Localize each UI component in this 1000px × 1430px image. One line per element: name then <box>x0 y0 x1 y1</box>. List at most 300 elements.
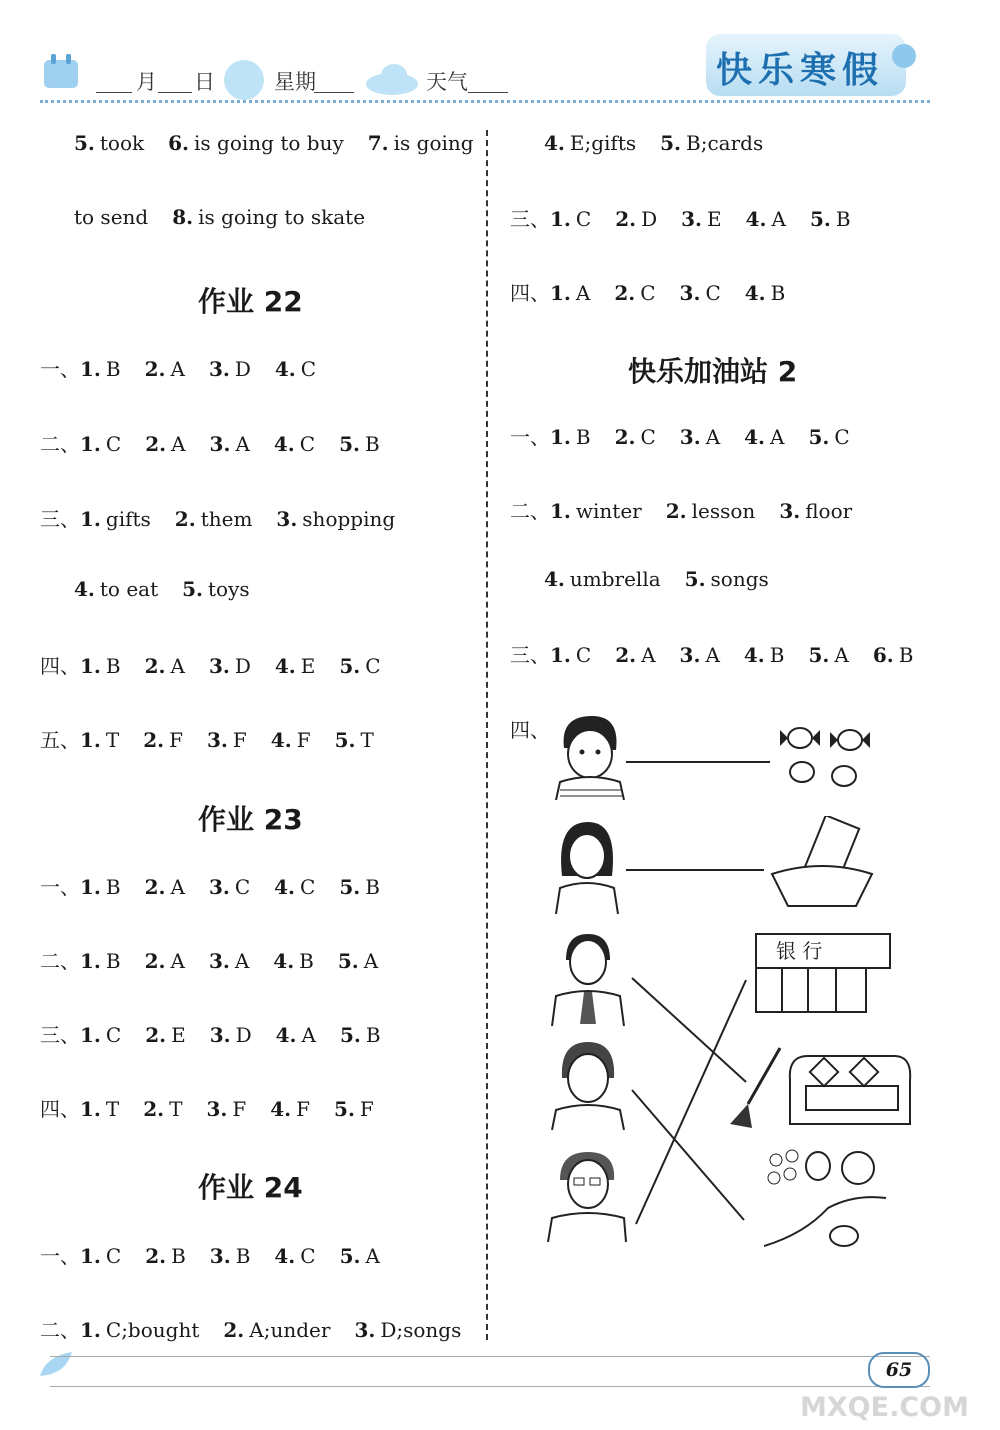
item-answer: A <box>834 643 849 667</box>
answer-item <box>206 1097 246 1121</box>
item-answer: T <box>169 1097 183 1121</box>
item-answer: C <box>300 1244 316 1268</box>
item-number: 3. <box>208 357 230 381</box>
answer-item <box>550 499 642 523</box>
boy-picture <box>550 708 630 800</box>
item-answer: B <box>364 432 380 456</box>
answer-line <box>40 353 316 382</box>
answer-item <box>80 1244 121 1268</box>
item-number: 3. <box>681 207 703 231</box>
item-number: 1. <box>80 432 101 456</box>
item-number: 1. <box>80 507 101 531</box>
answer-line <box>510 277 785 306</box>
item-answer: T <box>360 728 374 752</box>
answer-item <box>779 499 852 523</box>
answer-item <box>745 281 786 305</box>
weather-label: 天气 <box>426 70 468 94</box>
answer-item <box>810 207 851 231</box>
answer-line <box>544 567 769 591</box>
section-label: 二、 <box>40 432 80 456</box>
item-number: 4. <box>544 131 565 155</box>
item-answer: C <box>640 425 656 449</box>
item-answer: A <box>365 1244 380 1268</box>
answer-item <box>145 357 185 381</box>
washboard-picture <box>770 816 874 912</box>
item-number: 2. <box>174 507 196 531</box>
item-number: 3. <box>679 281 701 305</box>
item-number: 5. <box>808 643 830 667</box>
item-answer: A <box>641 643 656 667</box>
section-label: 二、 <box>510 499 550 523</box>
item-number: 5. <box>334 1097 355 1121</box>
item-number: 6. <box>168 131 190 155</box>
item-number: 1. <box>550 643 571 667</box>
section-label: 四、 <box>40 654 80 678</box>
section-label: 四、 <box>510 281 550 305</box>
item-answer: E <box>300 654 316 678</box>
answer-item <box>145 654 185 678</box>
answer-line <box>40 1314 461 1343</box>
answer-line <box>40 1019 381 1048</box>
item-number: 1. <box>80 357 101 381</box>
answer-item <box>550 643 591 667</box>
item-number: 5. <box>339 432 360 456</box>
item-answer: D <box>234 357 251 381</box>
answer-item <box>550 281 590 305</box>
item-number: 4. <box>270 1097 292 1121</box>
item-answer: songs <box>710 567 769 591</box>
item-number: 4. <box>273 949 295 973</box>
match-line <box>626 760 772 764</box>
section-label: 二、 <box>40 949 80 973</box>
leaf-icon <box>38 1350 74 1380</box>
item-answer: D <box>641 207 658 231</box>
item-number: 5. <box>684 567 706 591</box>
item-number: 8. <box>172 205 194 229</box>
item-number: 3. <box>209 1023 231 1047</box>
item-answer: F <box>359 1097 374 1121</box>
item-answer: C <box>575 643 592 667</box>
item-number: 1. <box>80 1097 101 1121</box>
footer-rule-bottom <box>50 1386 930 1387</box>
answer-item <box>172 205 365 229</box>
item-answer: D <box>235 1023 252 1047</box>
station-title: 快乐加油站 2 <box>628 355 798 388</box>
item-number: 2. <box>144 875 166 899</box>
item-answer: F <box>232 1097 247 1121</box>
answer-item <box>614 281 655 305</box>
answer-line <box>40 1093 374 1122</box>
answer-item <box>168 131 344 155</box>
item-answer: B <box>835 207 851 231</box>
answer-line <box>40 724 374 753</box>
item-answer: C <box>575 207 592 231</box>
answer-item <box>550 425 591 449</box>
answer-item <box>209 875 250 899</box>
day-label: 日 <box>194 70 215 94</box>
answer-item <box>80 728 119 752</box>
item-number: 2. <box>145 432 167 456</box>
grandmother-picture <box>550 1038 626 1130</box>
answer-item <box>275 654 316 678</box>
watermark-text: MXQE.COM <box>800 1392 969 1423</box>
answer-item <box>143 1097 182 1121</box>
answer-item <box>340 1023 381 1047</box>
item-number: 2. <box>143 1097 165 1121</box>
answer-item <box>210 1023 252 1047</box>
homework-23-title: 作业 23 <box>198 803 303 836</box>
answer-item <box>274 1244 315 1268</box>
item-number: 4. <box>745 207 767 231</box>
answer-item <box>143 728 183 752</box>
item-number: 4. <box>274 357 296 381</box>
item-answer: F <box>296 1097 311 1121</box>
answer-line <box>40 503 395 532</box>
answer-item <box>145 949 185 973</box>
item-answer: F <box>232 728 247 752</box>
month-label: 月 <box>136 70 157 94</box>
item-answer: A;under <box>249 1318 331 1342</box>
item-answer: D;songs <box>380 1318 462 1342</box>
answer-item <box>340 1244 380 1268</box>
item-number: 3. <box>208 654 230 678</box>
item-answer: toys <box>208 577 250 601</box>
item-answer: B <box>299 949 314 973</box>
answer-item <box>276 507 395 531</box>
item-answer: C <box>234 875 251 899</box>
item-number: 2. <box>223 1318 245 1342</box>
answer-item <box>182 577 250 601</box>
item-answer: them <box>200 507 253 531</box>
item-number: 4. <box>273 432 295 456</box>
answer-item <box>145 1244 186 1268</box>
item-answer: B <box>365 875 380 899</box>
answer-item <box>80 875 121 899</box>
homework-22-title: 作业 22 <box>198 285 303 318</box>
answer-item <box>74 577 158 601</box>
item-answer: took <box>99 131 145 155</box>
item-answer: B <box>898 643 914 667</box>
item-number: 2. <box>143 728 165 752</box>
answer-item <box>80 507 151 531</box>
calendar-icon <box>42 52 82 92</box>
dumplings-picture <box>764 1142 888 1248</box>
item-answer: C <box>105 432 122 456</box>
answer-continuation: to send <box>74 205 149 229</box>
item-number: 5. <box>182 577 204 601</box>
answer-item <box>80 949 121 973</box>
item-number: 5. <box>339 875 361 899</box>
item-answer: A <box>171 432 186 456</box>
answer-item <box>615 207 657 231</box>
item-answer: C <box>640 281 656 305</box>
item-answer: A <box>234 949 250 973</box>
match-lines <box>628 976 780 1228</box>
answer-item <box>354 1318 461 1342</box>
item-answer: C <box>300 875 316 899</box>
item-answer: C <box>300 357 317 381</box>
answer-item <box>680 425 720 449</box>
item-number: 4. <box>74 577 95 601</box>
item-answer: E <box>707 207 722 231</box>
answer-item <box>273 949 314 973</box>
item-number: 4. <box>274 875 296 899</box>
answer-item <box>145 1023 186 1047</box>
answer-item <box>223 1318 330 1342</box>
answer-item <box>681 207 722 231</box>
item-number: 2. <box>615 207 637 231</box>
answer-line <box>544 131 763 155</box>
item-number: 3. <box>779 499 801 523</box>
item-number: 7. <box>367 131 389 155</box>
item-answer: A <box>301 1023 316 1047</box>
item-number: 3. <box>207 728 228 752</box>
item-number: 4. <box>275 1023 297 1047</box>
answer-item <box>808 643 848 667</box>
item-answer: F <box>296 728 311 752</box>
man-tie-picture <box>550 930 626 1026</box>
item-answer: C <box>365 654 381 678</box>
item-number: 5. <box>337 949 359 973</box>
answer-item <box>339 875 380 899</box>
item-number: 4. <box>743 643 765 667</box>
item-answer: is going to skate <box>198 205 366 229</box>
item-number: 3. <box>679 425 701 449</box>
section-label: 四、 <box>510 718 550 742</box>
item-number: 2. <box>144 357 166 381</box>
item-answer: F <box>169 728 184 752</box>
answer-item <box>80 1097 119 1121</box>
answer-item <box>550 207 591 231</box>
answer-item <box>210 432 250 456</box>
page-header <box>0 0 1000 110</box>
answer-item <box>275 357 316 381</box>
item-number: 2. <box>665 499 687 523</box>
item-answer: to eat <box>99 577 159 601</box>
item-answer: is going <box>393 131 474 155</box>
page-number: 65 <box>868 1352 930 1388</box>
item-answer: gifts <box>105 507 151 531</box>
item-number: 5. <box>334 728 356 752</box>
answer-item <box>210 1244 251 1268</box>
item-answer: A <box>575 281 591 305</box>
item-answer: B <box>105 875 121 899</box>
item-answer: E <box>171 1023 186 1047</box>
answer-item <box>274 875 315 899</box>
item-number: 4. <box>744 281 766 305</box>
item-number: 4. <box>274 654 296 678</box>
section-label: 一、 <box>510 425 550 449</box>
item-answer: B <box>105 654 121 678</box>
cloud-icon <box>364 62 420 96</box>
item-answer: E;gifts <box>569 131 637 155</box>
answer-line <box>40 428 380 457</box>
header-divider <box>40 100 930 103</box>
item-answer: T <box>105 728 120 752</box>
item-answer: D <box>234 654 251 678</box>
answer-item <box>680 281 721 305</box>
item-number: 3. <box>208 949 230 973</box>
item-answer: C <box>105 1023 122 1047</box>
item-number: 1. <box>80 1318 101 1342</box>
item-answer: C <box>705 281 721 305</box>
answer-item <box>207 728 247 752</box>
item-answer: B <box>105 357 121 381</box>
item-answer: B <box>365 1023 381 1047</box>
item-number: 1. <box>80 875 101 899</box>
homework-24-title: 作业 24 <box>198 1171 303 1204</box>
answer-item <box>615 643 655 667</box>
section-label: 三、 <box>40 1023 80 1047</box>
grandfather-picture <box>546 1148 628 1242</box>
answer-item <box>544 567 661 591</box>
item-answer: A <box>771 207 786 231</box>
answer-item <box>145 875 185 899</box>
answer-item <box>74 131 144 155</box>
item-number: 1. <box>80 1023 101 1047</box>
answer-item <box>334 1097 374 1121</box>
answer-item <box>615 425 656 449</box>
answer-item <box>145 432 185 456</box>
item-answer: floor <box>805 499 853 523</box>
item-answer: A <box>770 425 785 449</box>
answer-item <box>808 425 849 449</box>
item-number: 1. <box>550 281 571 305</box>
answer-line <box>510 639 913 668</box>
bubble-icon <box>890 42 918 70</box>
item-number: 5. <box>339 1023 361 1047</box>
answer-item <box>80 1023 121 1047</box>
item-number: 1. <box>80 728 101 752</box>
answer-line <box>40 871 380 900</box>
answer-item <box>209 357 251 381</box>
answer-item <box>685 567 769 591</box>
answer-line <box>74 131 474 155</box>
answer-item <box>544 131 636 155</box>
item-number: 5. <box>808 425 830 449</box>
answer-item <box>209 654 251 678</box>
answer-item <box>338 949 378 973</box>
answer-item <box>873 643 914 667</box>
item-number: 2. <box>144 949 166 973</box>
answer-item <box>80 1318 199 1342</box>
item-answer: B <box>769 643 785 667</box>
item-answer: B <box>770 281 786 305</box>
match-line <box>626 868 766 872</box>
section-label: 五、 <box>40 728 80 752</box>
answer-line <box>74 205 365 229</box>
answer-item <box>368 131 474 155</box>
section-label: 一、 <box>40 1244 80 1268</box>
item-number: 5. <box>339 1244 361 1268</box>
answer-item <box>80 357 121 381</box>
item-answer: A <box>170 875 185 899</box>
answer-item <box>744 643 785 667</box>
item-number: 2. <box>614 281 636 305</box>
answer-item <box>276 1023 316 1047</box>
item-number: 2. <box>615 643 637 667</box>
answer-item <box>660 131 763 155</box>
item-number: 3. <box>209 432 231 456</box>
item-number: 1. <box>80 1244 101 1268</box>
item-answer: A <box>363 949 379 973</box>
section-label: 二、 <box>40 1318 80 1342</box>
item-number: 1. <box>80 654 101 678</box>
answer-item <box>80 432 121 456</box>
item-answer: is going to buy <box>194 131 344 155</box>
item-number: 4. <box>274 1244 296 1268</box>
item-number: 1. <box>80 949 101 973</box>
item-number: 3. <box>208 875 230 899</box>
item-number: 5. <box>660 131 682 155</box>
item-number: 1. <box>550 207 571 231</box>
item-answer: B <box>575 425 591 449</box>
column-divider <box>486 130 488 1340</box>
item-number: 1. <box>550 425 571 449</box>
item-answer: T <box>105 1097 120 1121</box>
answer-line <box>40 650 381 679</box>
item-number: 3. <box>206 1097 228 1121</box>
footer-rule-top <box>50 1356 930 1357</box>
item-number: 1. <box>550 499 571 523</box>
item-answer: C <box>299 432 316 456</box>
candy-picture <box>778 718 874 794</box>
item-answer: A <box>170 949 185 973</box>
weekday-label: 星期 <box>274 70 316 94</box>
item-answer: B <box>171 1244 186 1268</box>
item-answer: winter <box>575 499 642 523</box>
answer-line <box>40 945 378 974</box>
section-label: 四、 <box>40 1097 80 1121</box>
item-answer: B <box>105 949 121 973</box>
section-label: 一、 <box>40 875 80 899</box>
section-label: 一、 <box>40 357 80 381</box>
answer-item <box>744 425 784 449</box>
sun-icon <box>222 58 266 102</box>
section-label: 三、 <box>40 507 80 531</box>
item-number: 5. <box>74 131 95 155</box>
item-answer: B <box>235 1244 251 1268</box>
item-answer: A <box>705 425 721 449</box>
answer-line <box>510 421 850 450</box>
answer-item <box>666 499 756 523</box>
item-number: 3. <box>276 507 298 531</box>
item-number: 2. <box>145 1023 167 1047</box>
answer-item <box>339 654 380 678</box>
item-answer: A <box>235 432 250 456</box>
item-number: 4. <box>544 567 565 591</box>
answer-item <box>680 643 720 667</box>
answer-item <box>271 728 311 752</box>
answer-item <box>335 728 374 752</box>
item-number: 3. <box>354 1318 376 1342</box>
brand-title: 快乐寒假 <box>716 50 885 91</box>
answer-line <box>510 495 852 524</box>
item-number: 4. <box>270 728 292 752</box>
item-answer: A <box>705 643 720 667</box>
item-number: 6. <box>872 643 894 667</box>
item-number: 5. <box>809 207 831 231</box>
item-number: 3. <box>209 1244 231 1268</box>
item-answer: lesson <box>691 499 756 523</box>
answer-item <box>270 1097 310 1121</box>
item-answer: C;bought <box>105 1318 200 1342</box>
item-answer: A <box>170 654 185 678</box>
answer-line <box>40 1240 380 1269</box>
woman-picture <box>554 816 620 914</box>
item-answer: A <box>170 357 185 381</box>
item-answer: umbrella <box>569 567 661 591</box>
